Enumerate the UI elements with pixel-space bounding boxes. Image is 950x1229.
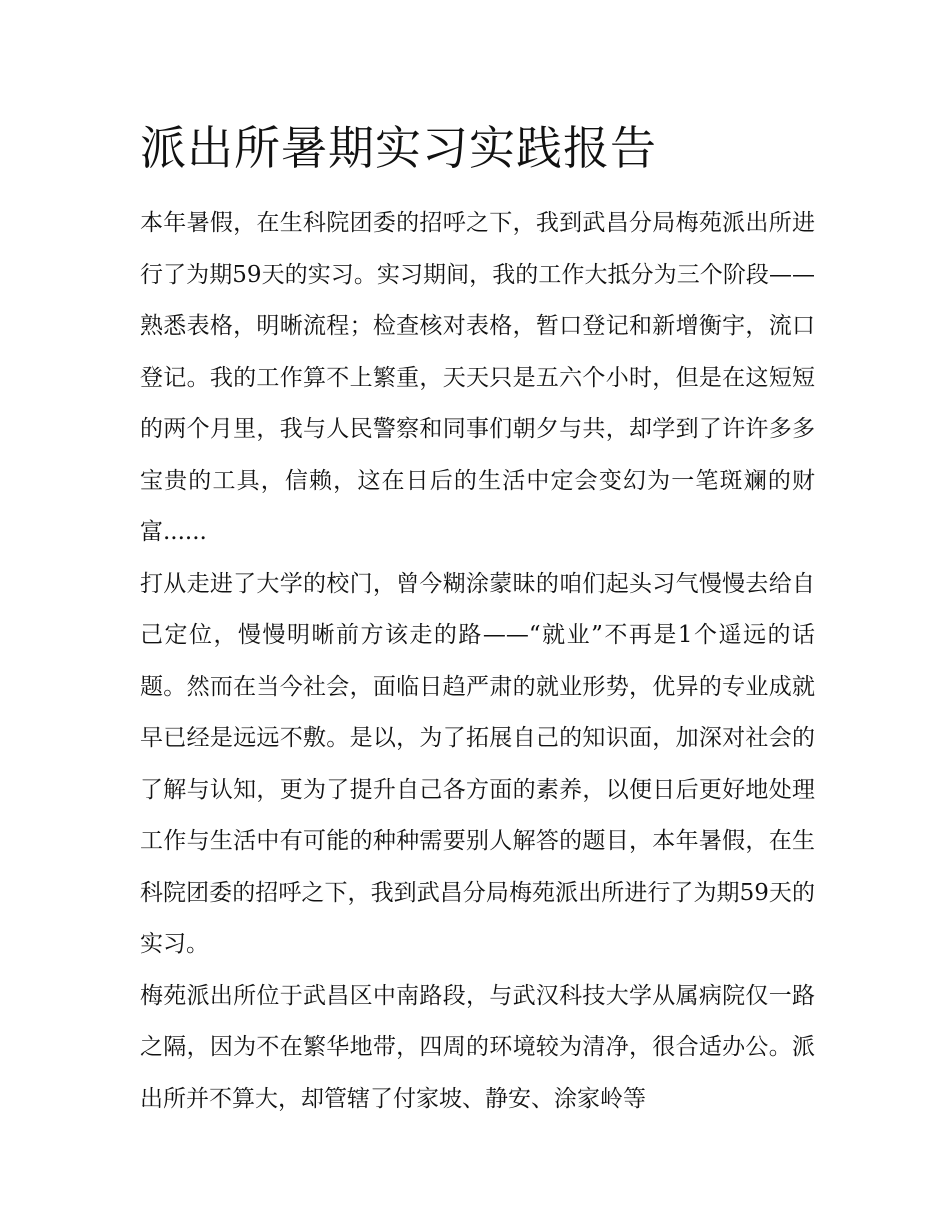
paragraph-motivation: 打从走进了大学的校门，曾今糊涂蒙昧的咱们起头习气慢慢去给自己定位，慢慢明晰前方该走的路——“就业”不再是1个遥远的话题。然而在当今社会，面临日趋严肃的就业形势，优异的专业成就早已经是远远不敷。是以，为了拓展自己的知识面，加深对社会的了解与认知，更为了提升自己各方面的素养，以便日后更好地处理工作与生活中有可能的种种需要别人解答的题目，本年暑假，在生科院团委的招呼之下，我到武昌分局梅苑派出所进行了为期59天的实习。: [140, 570, 815, 957]
paragraph-internship-overview: 本年暑假，在生科院团委的招呼之下，我到武昌分局梅苑派出所进行了为期59天的实习。实习期间，我的工作大抵分为三个阶段——熟悉表格，明晰流程；检查核对表格，暂口登记和新增衡宇，流口登记。我的工作算不上繁重，天天只是五六个小时，但是在这短短的两个月里，我与人民警察和同事们朝夕与共，却学到了许许多多宝贵的工具，信赖，这在日后的生活中定会变幻为一笔斑斓的财富......: [140, 210, 815, 545]
paragraph-station-location: 梅苑派出所位于武昌区中南路段，与武汉科技大学从属病院仅一路之隔，因为不在繁华地带，四周的环境较为清净，很合适办公。派出所并不算大，却管辖了付家坡、静安、涂家岭等: [140, 982, 815, 1112]
document-title: 派出所暑期实习实践报告: [140, 121, 657, 175]
document-body: [140, 198, 815, 1125]
